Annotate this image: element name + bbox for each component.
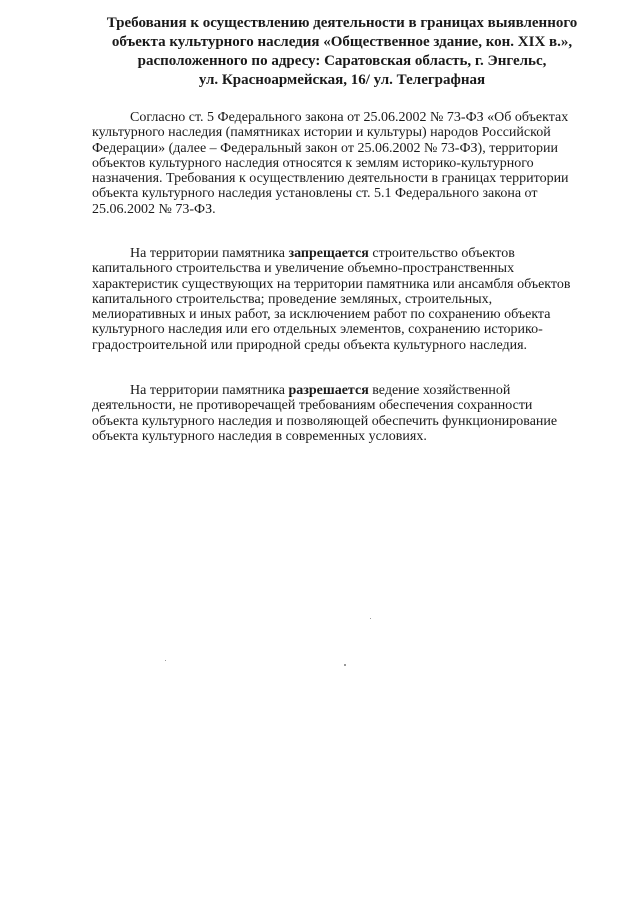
paragraph-line-rest: ведение хозяйственной bbox=[368, 383, 511, 398]
paragraph-line: культурного наследия или его отдельных элементов, сохранению историко- bbox=[92, 322, 543, 338]
title-line: ул. Красноармейская, 16/ ул. Телеграфная bbox=[198, 72, 486, 88]
paragraph-line: объекта культурного наследия в современных условиях. bbox=[92, 428, 427, 444]
paragraph-line: деятельности, не противоречащей требованиям обеспечения сохранности bbox=[92, 398, 533, 414]
paragraph-line-rest: строительство объектов bbox=[368, 246, 515, 261]
paragraph-line: Согласно ст. 5 Федерального закона от 25.06.2002 № 73-ФЗ «Об объектах bbox=[130, 110, 569, 125]
document-title bbox=[92, 14, 592, 90]
paragraph-line: культурного наследия (памятниках истории и культуры) народов Российской bbox=[92, 125, 551, 141]
paragraph-line: характеристик существующих на территории памятника или ансамбля объектов bbox=[92, 276, 571, 292]
paragraph-prohibitions bbox=[92, 246, 602, 353]
title-line: объекта культурного наследия «Общественное здание, кон. XIX в.», bbox=[111, 34, 573, 50]
keyword-permitted: разрешается bbox=[288, 383, 369, 398]
paragraph-line bbox=[92, 246, 602, 261]
paragraph-line: объекта культурного наследия установлены ст. 5.1 Федерального закона от bbox=[92, 186, 538, 202]
keyword-prohibited: запрещается bbox=[288, 246, 369, 261]
paragraph-line: мелиоративных и иных работ, за исключением работ по сохранению объекта bbox=[92, 307, 551, 323]
paragraph-intro: На территории памятника bbox=[130, 246, 289, 261]
paragraph-line: объекта культурного наследия и позволяющей обеспечить функционирование bbox=[92, 413, 558, 429]
paragraph-line: Федерации» (далее – Федеральный закон от 25.06.2002 № 73-ФЗ), территории bbox=[92, 140, 558, 156]
paragraph-line: градостроительной или природной среды объекта культурного наследия. bbox=[92, 337, 528, 353]
paragraph-line: капитального строительства; проведение земляных, строительных, bbox=[92, 291, 493, 307]
paragraph-line: капитального строительства и увеличение объемно-пространственных bbox=[92, 261, 515, 277]
paragraph-permissions bbox=[92, 383, 602, 444]
paragraph-intro: На территории памятника bbox=[130, 383, 289, 398]
paragraph-line: назначения. Требования к осуществлению деятельности в границах территории bbox=[92, 171, 569, 187]
paragraph-legal-basis bbox=[92, 110, 602, 217]
paragraph-line: объектов культурного наследия относятся к землям историко-культурного bbox=[92, 155, 534, 171]
paragraph-line: 25.06.2002 № 73-ФЗ. bbox=[92, 201, 216, 217]
scan-speck bbox=[370, 618, 371, 619]
title-line: расположенного по адресу: Саратовская область, г. Энгельс, bbox=[137, 53, 547, 69]
scan-speck bbox=[344, 664, 346, 666]
paragraph-line bbox=[92, 383, 602, 398]
title-line: Требования к осуществлению деятельности в границах выявленного bbox=[106, 15, 578, 31]
scan-speck bbox=[165, 660, 166, 661]
